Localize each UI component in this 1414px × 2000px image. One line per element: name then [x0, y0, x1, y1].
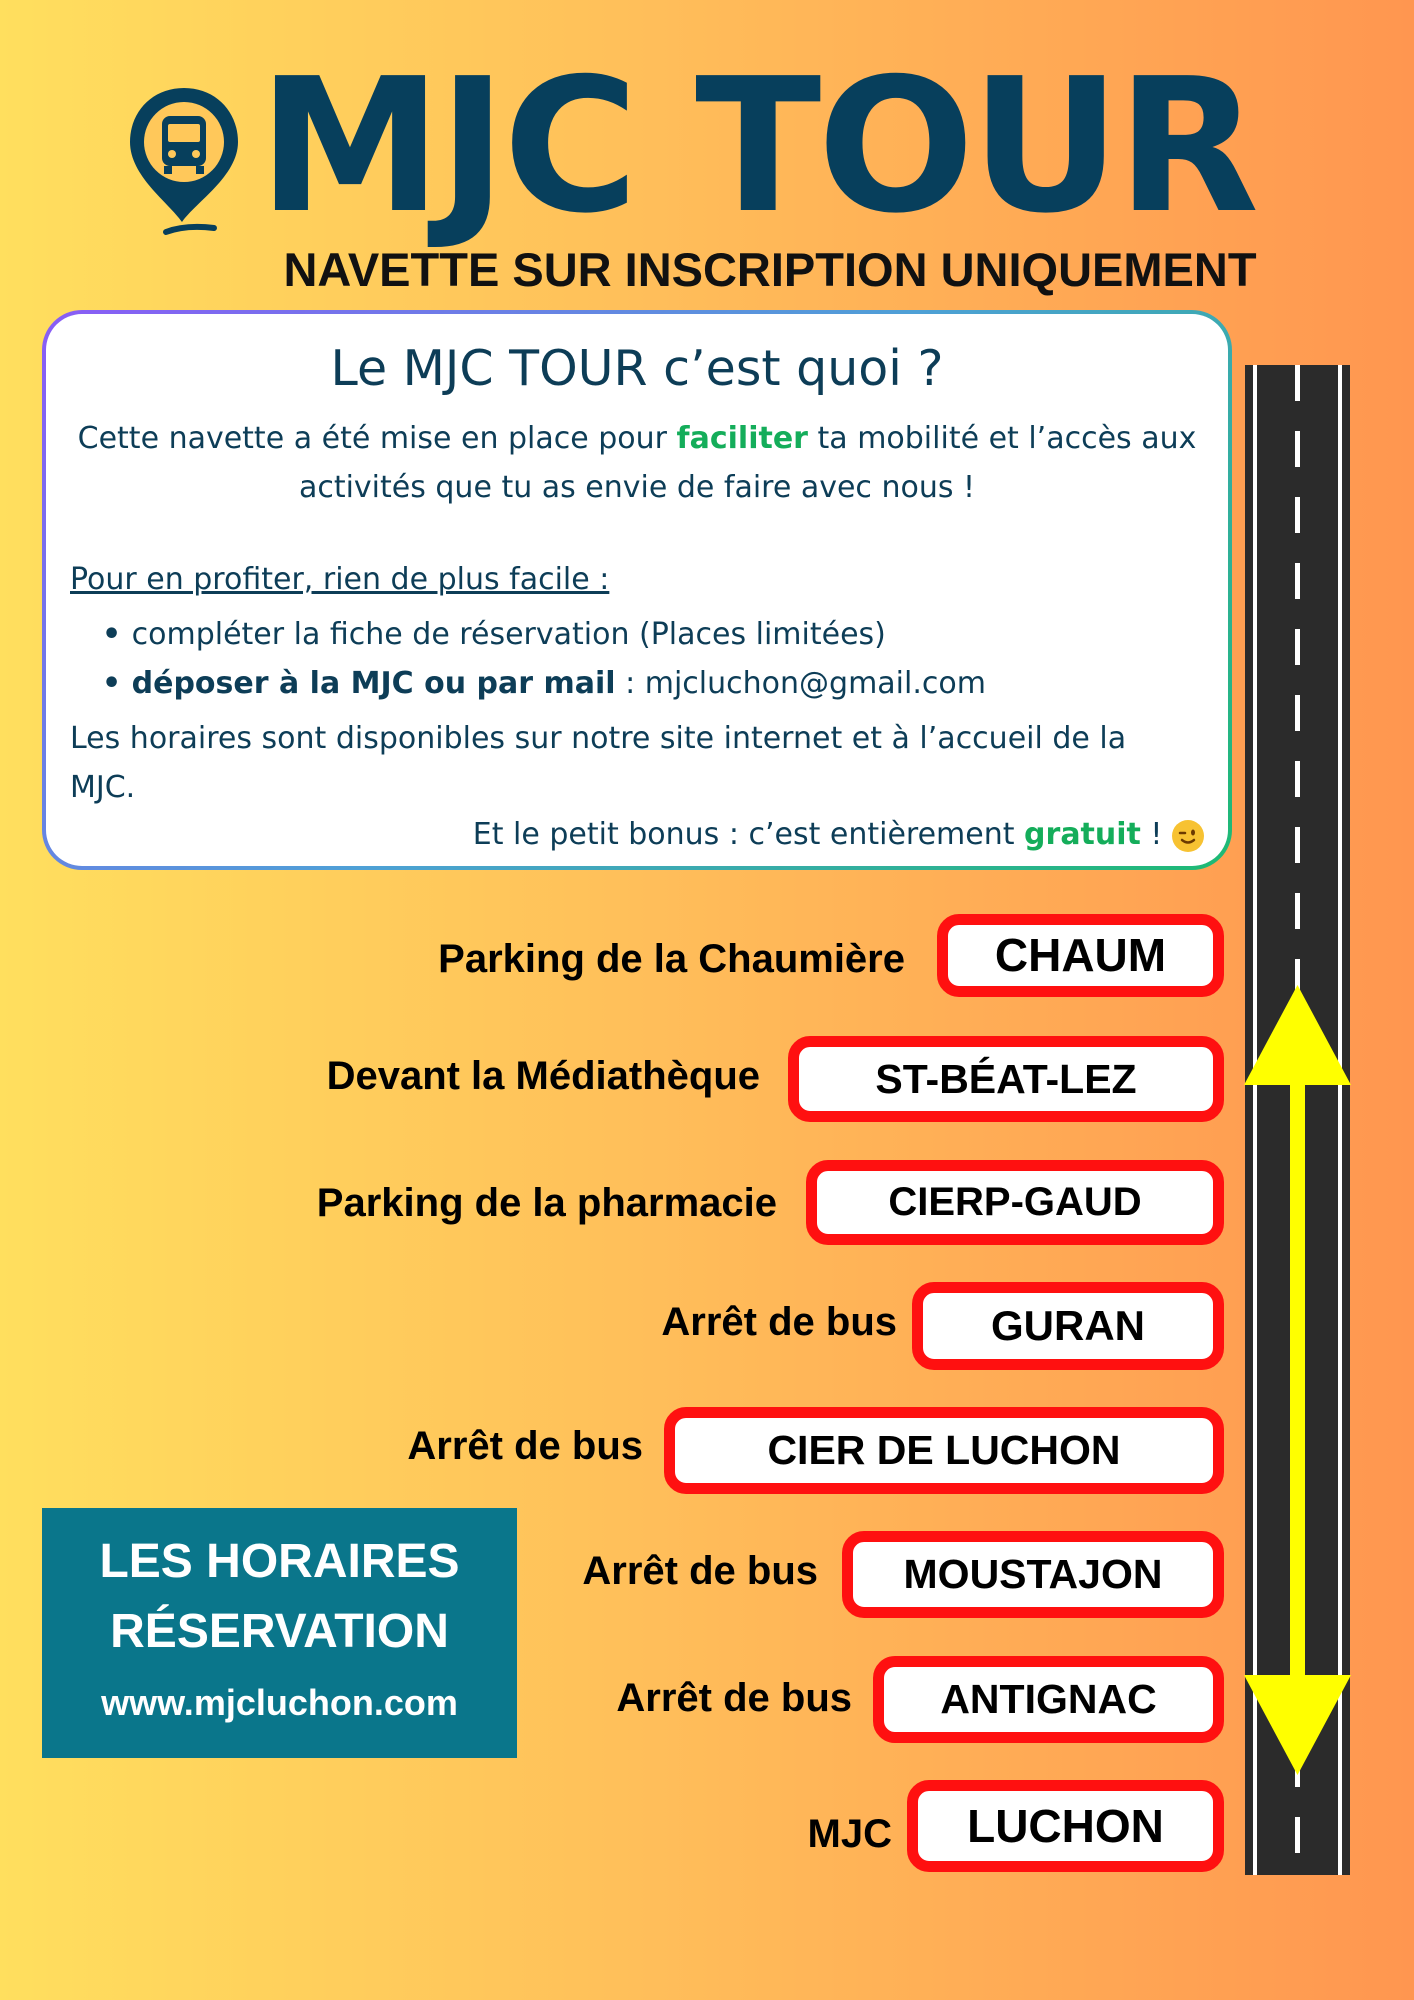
stop-label: Arrêt de bus [661, 1300, 897, 1344]
bonus-text: Et le petit bonus : c’est entièrement [472, 817, 1025, 852]
info-box-inner [46, 314, 1228, 866]
double-arrow-icon [1240, 985, 1355, 1775]
stop-label: Parking de la Chaumière [438, 937, 905, 981]
stop-label: Arrêt de bus [616, 1676, 852, 1720]
info-intro [76, 414, 1198, 512]
info-intro-highlight: faciliter [676, 421, 808, 456]
stop-label: Parking de la pharmacie [316, 1181, 777, 1225]
list-item-text: compléter la fiche de réservation (Places limitées) [131, 617, 886, 652]
list-item [102, 659, 986, 708]
info-list [102, 610, 986, 708]
stop-sign-luchon: LUCHON [907, 1780, 1224, 1872]
info-title: Le MJC TOUR c’est quoi ? [330, 340, 944, 397]
info-box [42, 310, 1232, 870]
bonus-text-end: ! [1140, 817, 1172, 852]
stop-sign-moustajon: MOUSTAJON [842, 1531, 1224, 1618]
stop-label: Arrêt de bus [407, 1424, 643, 1468]
schedule-line-1: LES HORAIRES [99, 1535, 460, 1588]
bonus-highlight: gratuit [1024, 817, 1141, 852]
stop-sign-st-beat-lez: ST-BÉAT-LEZ [788, 1036, 1224, 1122]
info-intro-text-end: ta mobilité et l’accès aux activités que tu as envie de faire avec nous ! [298, 421, 1197, 505]
stop-sign-antignac: ANTIGNAC [873, 1656, 1224, 1743]
stop-sign-guran: GURAN [912, 1282, 1224, 1370]
stop-label: MJC [807, 1812, 892, 1856]
stop-label: Arrêt de bus [582, 1549, 818, 1593]
subtitle: NAVETTE SUR INSCRIPTION UNIQUEMENT [283, 243, 1257, 296]
info-howto: Pour en profiter, rien de plus facile : [70, 562, 610, 597]
website-link[interactable]: www.mjcluchon.com [101, 1682, 458, 1723]
info-schedule: Les horaires sont disponibles sur notre site internet et à l’accueil de la MJC. [70, 721, 1127, 805]
info-bonus [473, 810, 1204, 859]
main-title: MJC TOUR [258, 38, 1256, 254]
stop-label: Devant la Médiathèque [326, 1054, 760, 1098]
schedule-box [42, 1508, 517, 1758]
bus-location-pin-icon [124, 84, 244, 240]
schedule-line-2: RÉSERVATION [110, 1605, 449, 1658]
stop-sign-chaum: CHAUM [937, 914, 1224, 997]
list-item-email[interactable]: : mjcluchon@gmail.com [615, 666, 986, 701]
stop-sign-cierp-gaud: CIERP-GAUD [806, 1160, 1224, 1245]
info-intro-text: Cette navette a été mise en place pour [77, 421, 677, 456]
list-item-bold: déposer à la MJC ou par mail [131, 666, 616, 701]
stop-sign-cier-de-luchon: CIER DE LUCHON [664, 1407, 1224, 1494]
wink-emoji-icon [1172, 820, 1204, 852]
list-item [102, 610, 986, 659]
